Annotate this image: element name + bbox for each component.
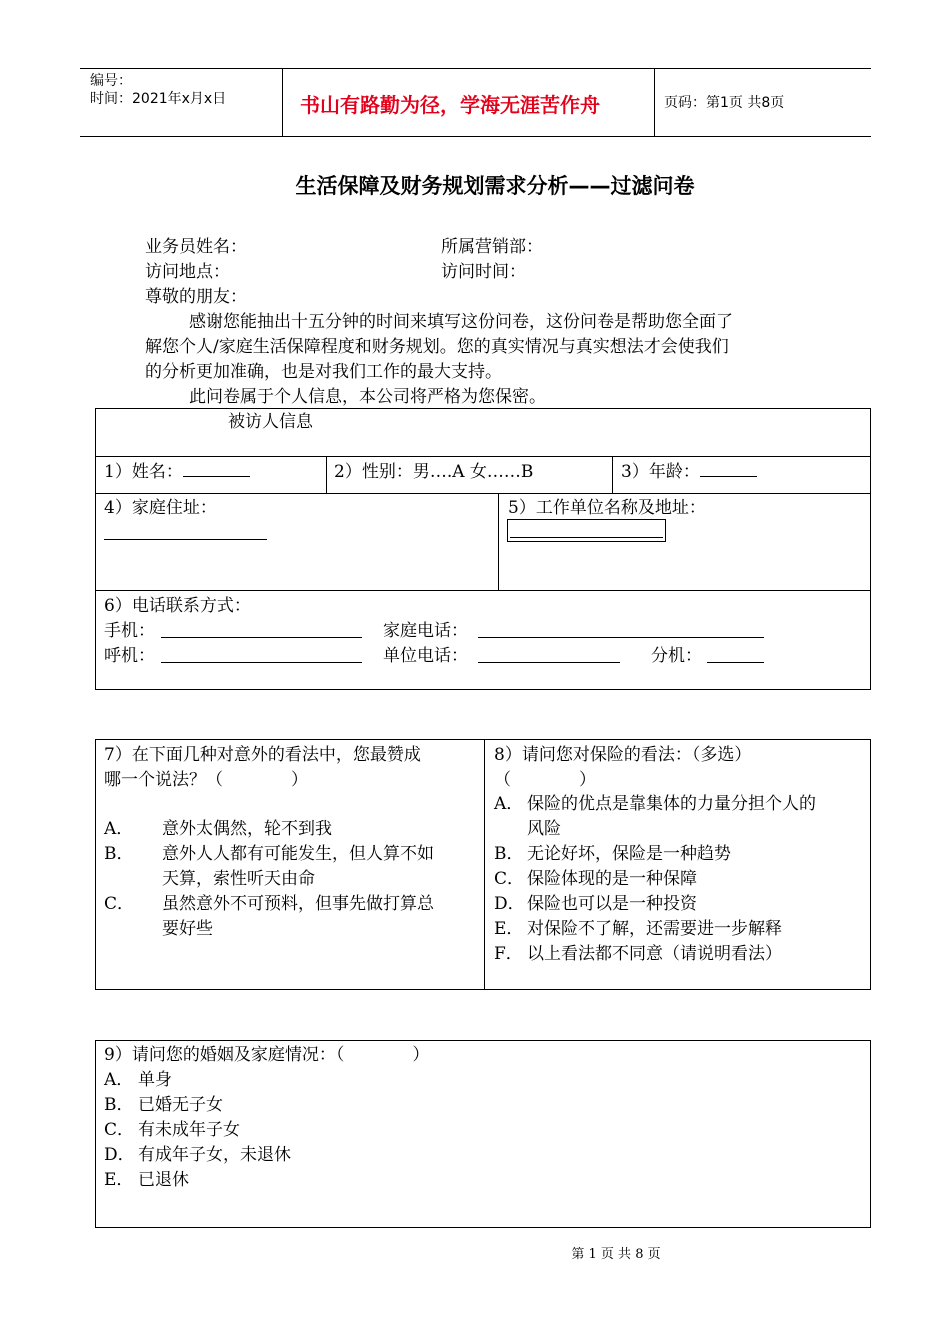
respondent-section-title: 被访人信息 <box>228 412 313 432</box>
age-input[interactable] <box>700 462 757 477</box>
intro-paragraph-line: 解您个人/家庭生活保障程度和财务规划。您的真实情况与真实想法才会使我们 <box>145 337 729 357</box>
q8-option-text: 无论好坏，保险是一种趋势 <box>527 844 731 864</box>
page-footer: 第 1 页 共 8 页 <box>571 1247 661 1262</box>
header-top-rule <box>80 68 871 69</box>
q7-option[interactable] <box>104 842 482 892</box>
header-bottom-rule <box>80 136 871 137</box>
q8-option[interactable] <box>494 917 868 942</box>
respondent-info-table <box>95 408 871 690</box>
q8-option-key: E． <box>494 919 524 939</box>
table-rule <box>326 456 327 493</box>
q8-option-key: C． <box>494 869 525 889</box>
q8-option[interactable] <box>494 942 868 967</box>
work-phone-input[interactable] <box>478 662 620 663</box>
extension-input[interactable] <box>707 662 764 663</box>
home-address-label: 4）家庭住址： <box>104 498 217 518</box>
name-field-row <box>104 460 250 484</box>
q9-option[interactable] <box>104 1143 604 1168</box>
q9-question: 9）请问您的婚姻及家庭情况：（ ） <box>104 1045 430 1065</box>
visit-place-label: 访问地点： <box>145 262 230 282</box>
q8-option-text: 以上看法都不同意（请说明看法） <box>527 944 782 964</box>
extension-label: 分机： <box>651 646 702 666</box>
q8-question: （ ） <box>494 770 596 790</box>
q9-option-key: A． <box>104 1070 134 1090</box>
header-divider-left <box>282 68 283 136</box>
name-input[interactable] <box>183 462 250 477</box>
work-address-input[interactable] <box>507 519 666 542</box>
age-field-row <box>621 460 757 484</box>
mobile-label: 手机： <box>104 621 155 641</box>
serial-label: 编号： <box>90 73 132 89</box>
q8-option-key: D． <box>494 894 525 914</box>
q7-option-key: A． <box>104 819 134 839</box>
pager-input[interactable] <box>161 662 362 663</box>
q8-option-key: A． <box>494 794 524 814</box>
name-label: 1）姓名： <box>104 462 183 482</box>
q7-option-text: 要好些 <box>162 919 213 939</box>
department-label: 所属营销部： <box>441 237 543 257</box>
q8-option-key: F． <box>494 944 523 964</box>
q7-option-text: 意外太偶然，轮不到我 <box>162 819 332 839</box>
q7-option-key: C． <box>104 894 135 914</box>
page-info: 页码：第1页 共8页 <box>664 95 785 111</box>
q7-option-text: 意外人人都有可能发生，但人算不如 <box>162 844 434 864</box>
table-rule <box>95 493 871 494</box>
q8-option-text: 保险的优点是靠集体的力量分担个人的 <box>527 794 816 814</box>
q8-option-text: 风险 <box>527 819 561 839</box>
q8-option[interactable] <box>494 892 868 917</box>
q7-option-key: B． <box>104 844 134 864</box>
date-label: 时间：2021年x月x日 <box>90 91 227 107</box>
greeting: 尊敬的朋友： <box>145 287 247 307</box>
q7-option-text: 天算，索性听天由命 <box>162 869 315 889</box>
table-rule <box>95 590 871 591</box>
q8-option-text: 对保险不了解，还需要进一步解释 <box>527 919 782 939</box>
q9-option-key: B． <box>104 1095 134 1115</box>
work-address-label: 5）工作单位名称及地址： <box>508 498 706 518</box>
q9-option-key: D． <box>104 1145 135 1165</box>
agent-name-label: 业务员姓名： <box>145 237 247 257</box>
privacy-statement: 此问卷属于个人信息，本公司将严格为您保密。 <box>189 387 546 407</box>
q9-option-text: 有成年子女，未退休 <box>138 1145 291 1165</box>
q8-option-text: 保险体现的是一种保障 <box>527 869 697 889</box>
table-rule <box>612 456 613 493</box>
q9-option-key: E． <box>104 1170 134 1190</box>
q7-question: 哪一个说法？（ ） <box>104 770 308 790</box>
pager-label: 呼机： <box>104 646 155 666</box>
q8-option[interactable] <box>494 867 868 892</box>
mobile-input[interactable] <box>161 637 362 638</box>
q9-option-text: 单身 <box>138 1070 172 1090</box>
gender-label: 2）性别：男….A 女……B <box>334 462 534 482</box>
header-divider-right <box>654 68 655 136</box>
header-motto: 书山有路勤为径，学海无涯苦作舟 <box>300 93 600 117</box>
table-rule <box>498 493 499 590</box>
phone-contact-label: 6）电话联系方式： <box>104 596 251 616</box>
page-title: 生活保障及财务规划需求分析——过滤问卷 <box>295 174 695 198</box>
q9-option[interactable] <box>104 1118 604 1143</box>
q9-option-text: 已婚无子女 <box>138 1095 223 1115</box>
table-rule <box>95 456 871 457</box>
intro-paragraph-line: 的分析更加准确，也是对我们工作的最大支持。 <box>145 362 502 382</box>
q9-option-text: 已退休 <box>138 1170 189 1190</box>
q9-option-text: 有未成年子女 <box>138 1120 240 1140</box>
table-rule <box>484 739 485 990</box>
age-label: 3）年龄： <box>621 462 700 482</box>
intro-paragraph-line: 感谢您能抽出十五分钟的时间来填写这份问卷，这份问卷是帮助您全面了 <box>189 312 733 332</box>
q8-option-key: B． <box>494 844 524 864</box>
q7-option-text: 虽然意外不可预料，但事先做打算总 <box>162 894 434 914</box>
q7-option[interactable] <box>104 817 482 842</box>
q7-option[interactable] <box>104 892 482 942</box>
q8-option[interactable] <box>494 842 868 867</box>
q9-option[interactable] <box>104 1093 604 1118</box>
q8-option[interactable] <box>494 792 868 842</box>
q9-option[interactable] <box>104 1068 604 1093</box>
work-phone-label: 单位电话： <box>383 646 468 666</box>
q8-question: 8）请问您对保险的看法：（多选） <box>494 745 752 765</box>
q9-option[interactable] <box>104 1168 604 1193</box>
home-phone-input[interactable] <box>478 637 764 638</box>
q8-option-text: 保险也可以是一种投资 <box>527 894 697 914</box>
q9-option-key: C． <box>104 1120 135 1140</box>
q7-question: 7）在下面几种对意外的看法中，您最赞成 <box>104 745 421 765</box>
visit-time-label: 访问时间： <box>441 262 526 282</box>
home-phone-label: 家庭电话： <box>383 621 468 641</box>
home-address-input[interactable] <box>104 539 267 540</box>
